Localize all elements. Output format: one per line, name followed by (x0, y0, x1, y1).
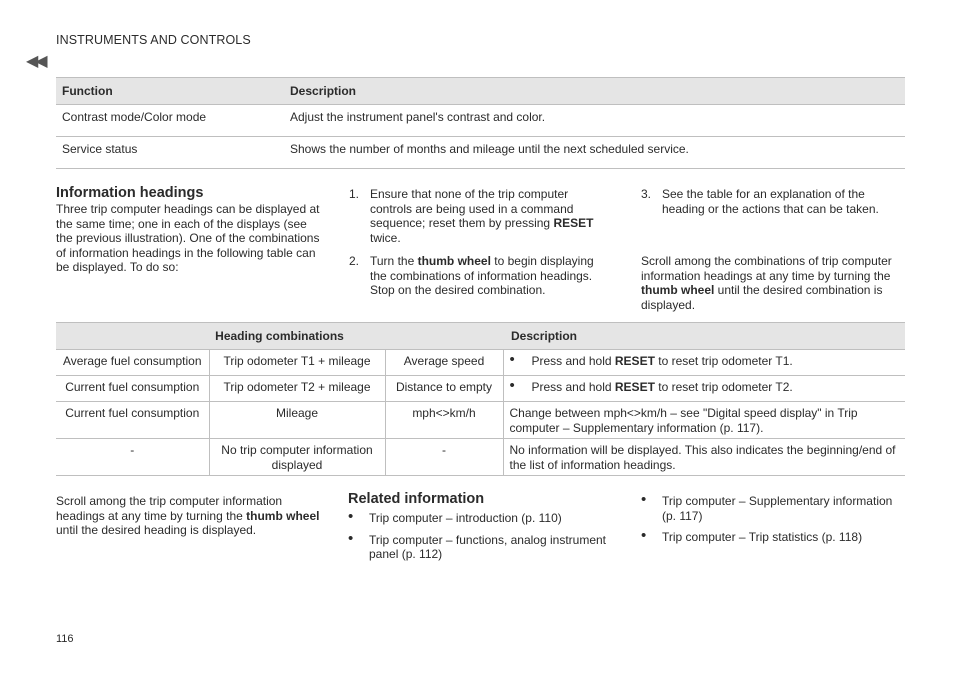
para-text: until the desired combination is displayed. (641, 283, 883, 312)
step-bold: thumb wheel (417, 254, 491, 268)
steps-list-continued (641, 187, 906, 225)
info-headings-title: Information headings (56, 185, 204, 201)
step-bold: RESET (553, 216, 594, 230)
table-row (56, 350, 905, 376)
step-item (641, 187, 906, 216)
step-text: Turn the (370, 254, 418, 268)
table-cell: - (56, 439, 209, 476)
page-number: 116 (56, 633, 74, 645)
column-header: Function (56, 78, 284, 105)
heading-combinations-table (56, 322, 905, 476)
related-link[interactable]: • Trip computer – Trip statistics (p. 118) (641, 530, 906, 545)
section-title: INSTRUMENTS AND CONTROLS (56, 33, 251, 47)
step-number: 2. (349, 254, 360, 268)
column-header: Description (503, 323, 905, 350)
step-text: Ensure that none of the trip computer controls are being used in a command sequence; reset them by pressing (370, 187, 574, 230)
table-row (56, 376, 905, 402)
table-cell: Mileage (209, 402, 385, 439)
table-row (56, 137, 905, 169)
table-cell: Current fuel consumption (56, 376, 209, 402)
related-link[interactable]: • Trip computer – introduction (p. 110) (348, 511, 614, 526)
step-text: twice. (370, 230, 401, 245)
para-text: Scroll among the combinations of trip computer information headings at any time by turning the (641, 254, 892, 283)
table-cell: Current fuel consumption (56, 402, 209, 439)
step-number: 1. (349, 187, 360, 201)
column-header: Description (284, 78, 905, 105)
step-text: See the table for an explanation of the heading or the actions that can be taken. (662, 187, 879, 216)
para-text: Scroll among the trip computer information headings at any time by turning the (56, 494, 283, 523)
step-item (349, 187, 609, 245)
table-cell: No information will be displayed. This also indicates the beginning/end of the list of information headings. (503, 439, 905, 476)
table-cell: Change between mph<>km/h – see "Digital speed display" in Trip computer – Supplementary information (p. 117). (503, 402, 905, 439)
steps-list (349, 187, 609, 307)
related-info-title: Related information (348, 491, 485, 507)
table-cell: Shows the number of months and mileage until the next scheduled service. (284, 137, 905, 169)
table-cell: Trip odometer T2 + mileage (209, 376, 385, 402)
para-text: until the desired heading is displayed. (56, 523, 257, 537)
table-row (56, 105, 905, 137)
table-cell: Average fuel consumption (56, 350, 209, 376)
info-headings-body: Three trip computer headings can be displayed at the same time; one in each of the displays (see the previous illustration). One of the combinations of information headings in the following table can be displayed. To do so: (56, 202, 320, 274)
table-row (56, 439, 905, 476)
related-link[interactable]: • Trip computer – Supplementary information (p. 117) (641, 494, 906, 523)
table-cell: No trip computer information displayed (209, 439, 385, 476)
related-links-list (348, 511, 614, 569)
column-header: Heading combinations (56, 323, 503, 350)
related-links-list-continued (641, 494, 906, 552)
table-cell: Average speed (385, 350, 503, 376)
para-bold: thumb wheel (641, 283, 715, 297)
table-cell: Adjust the instrument panel's contrast and color. (284, 105, 905, 137)
table-cell: mph<>km/h (385, 402, 503, 439)
function-table (56, 77, 905, 169)
back-arrows-icon[interactable]: ◀◀ (26, 53, 45, 70)
table-row (56, 402, 905, 439)
table-cell: • Press and hold RESET to reset trip odometer T2. (503, 376, 905, 402)
table-cell: Trip odometer T1 + mileage (209, 350, 385, 376)
table-cell: - (385, 439, 503, 476)
scroll-paragraph (641, 254, 906, 312)
table-cell: Distance to empty (385, 376, 503, 402)
step-text: to begin displaying the combinations of information headings. Stop on the desired combination. (370, 254, 594, 297)
step-number: 3. (641, 187, 652, 201)
table-header-row (56, 78, 905, 105)
para-bold: thumb wheel (246, 508, 320, 523)
table-cell: Contrast mode/Color mode (56, 105, 284, 137)
table-header-row (56, 323, 905, 350)
related-link[interactable]: • Trip computer – functions, analog instrument panel (p. 112) (348, 533, 614, 562)
table-cell: • Press and hold RESET to reset trip odometer T1. (503, 350, 905, 376)
scroll-paragraph (56, 494, 326, 538)
table-cell: Service status (56, 137, 284, 169)
step-item (349, 254, 609, 298)
